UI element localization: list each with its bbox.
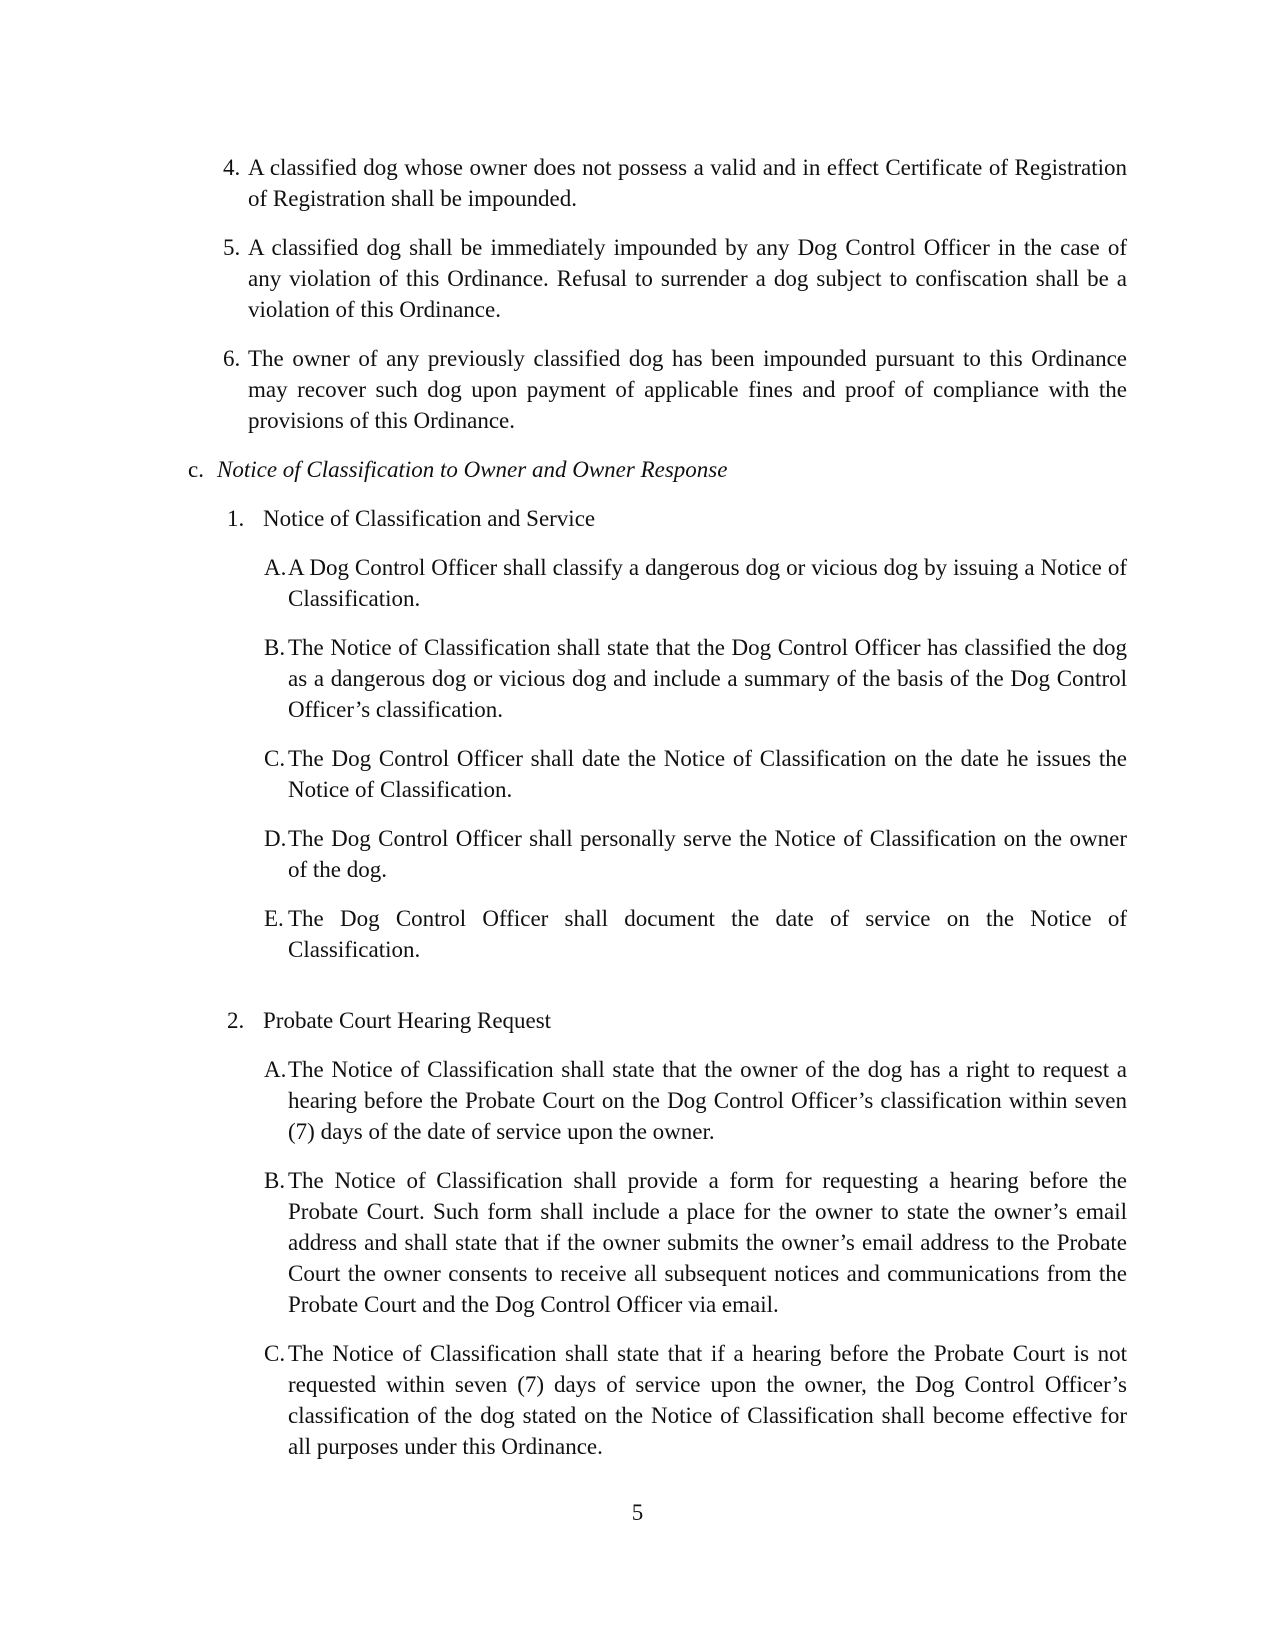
notice-service-item-e [264, 903, 1127, 965]
item-text: The Notice of Classification shall state that if a hearing before the Probate Court is not requested within seven (7) days of service upon the owner, the Dog Control Officer’s classification of the dog stated on the Notice of Classification shall become effective for all purposes under this Ordinance. [288, 1341, 1127, 1459]
item-text: A classified dog whose owner does not possess a valid and in effect Certificate of Registration of Registration shall be impounded. [248, 155, 1127, 211]
item-text: The Notice of Classification shall state that the owner of the dog has a right to request a hearing before the Probate Court on the Dog Control Officer’s classification within seven (7) days of the date of service upon the owner. [288, 1057, 1127, 1144]
item-letter-marker: B. [264, 1168, 286, 1193]
subsection-2-marker: 2. [227, 1008, 245, 1033]
item-text: The Notice of Classification shall provide a form for requesting a hearing before the Probate Court. Such form shall include a place for the owner to state the owner’s email address and shall state that if the owner submits the owner’s email address to the Probate Court the owner consents to receive all subsequent notices and communications from the Probate Court and the Dog Control Officer via email. [288, 1168, 1127, 1317]
notice-service-item-b [264, 632, 1127, 725]
item-letter-marker: D. [264, 826, 287, 851]
item-letter-marker: C. [264, 1341, 286, 1366]
subsection-2-heading [227, 1005, 1127, 1036]
notice-service-item-d [264, 823, 1127, 885]
item-text: A Dog Control Officer shall classify a dangerous dog or vicious dog by issuing a Notice of Classification. [288, 555, 1127, 611]
notice-service-item-a [264, 552, 1127, 614]
notice-service-item-c [264, 743, 1127, 805]
hearing-request-item-c [264, 1338, 1127, 1462]
subsection-1-heading [227, 503, 1127, 534]
item-text: The Notice of Classification shall state that the Dog Control Officer has classified the dog as a dangerous dog or vicious dog and include a summary of the basis of the Dog Control Officer’s classification. [288, 635, 1127, 722]
item-text: A classified dog shall be immediately impounded by any Dog Control Officer in the case of any violation of this Ordinance. Refusal to surrender a dog subject to confiscation shall be a violation of this Ordinance. [248, 235, 1127, 322]
ordinance-item-6 [223, 343, 1127, 436]
section-c-heading [188, 454, 1127, 485]
item-number-marker: 4. [223, 155, 241, 180]
ordinance-item-4 [223, 152, 1127, 214]
section-c-marker: c. [188, 457, 204, 482]
hearing-request-item-b [264, 1165, 1127, 1320]
item-letter-marker: A. [264, 555, 287, 580]
subsection-1-title: Notice of Classification and Service [263, 506, 596, 531]
hearing-request-item-a [264, 1054, 1127, 1147]
subsection-2-title: Probate Court Hearing Request [263, 1008, 552, 1033]
item-number-marker: 6. [223, 346, 241, 371]
item-number-marker: 5. [223, 235, 241, 260]
subsection-1-marker: 1. [227, 506, 245, 531]
page-number: 5 [631, 1500, 644, 1525]
item-letter-marker: A. [264, 1057, 287, 1082]
item-text: The Dog Control Officer shall document the date of service on the Notice of Classification. [288, 906, 1127, 962]
item-letter-marker: C. [264, 746, 286, 771]
item-text: The Dog Control Officer shall personally serve the Notice of Classification on the owner of the dog. [288, 826, 1127, 882]
item-letter-marker: E. [264, 906, 284, 931]
ordinance-item-5 [223, 232, 1127, 325]
item-text: The owner of any previously classified dog has been impounded pursuant to this Ordinance may recover such dog upon payment of applicable fines and proof of compliance with the provisions of this Ordinance. [248, 346, 1127, 433]
item-text: The Dog Control Officer shall date the Notice of Classification on the date he issues the Notice of Classification. [288, 746, 1127, 802]
item-letter-marker: B. [264, 635, 286, 660]
section-c-title: Notice of Classification to Owner and Owner Response [217, 457, 728, 482]
